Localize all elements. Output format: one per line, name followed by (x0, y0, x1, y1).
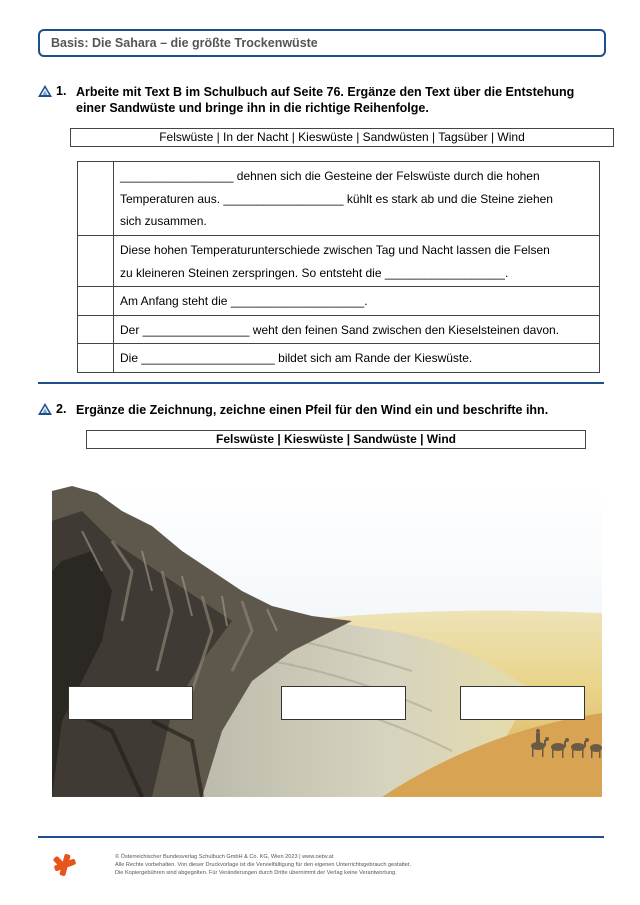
oebv-logo (52, 852, 78, 878)
order-number-field[interactable] (78, 315, 114, 344)
order-text-line: Am Anfang steht die ____________________. (120, 294, 368, 308)
mountain-triangle-icon (38, 85, 52, 97)
order-text-line: Temperaturen aus. __________________ kühlt es stark ab und die Steine ziehen (120, 191, 553, 206)
footer-divider (38, 836, 604, 838)
section-divider (38, 382, 604, 384)
order-text-line: Diese hohen Temperaturunterschiede zwischen Tag und Nacht lassen die Felsen (120, 243, 550, 257)
mountain-triangle-icon (38, 403, 52, 415)
table-row (78, 236, 600, 287)
table-row (78, 315, 600, 344)
order-text-line: _________________ dehnen sich die Gesteine der Felswüste durch die hohen (120, 169, 540, 183)
table-row (78, 287, 600, 316)
order-number-field[interactable] (78, 287, 114, 316)
order-text (114, 162, 600, 236)
order-text-line: sich zusammen. (120, 214, 207, 228)
order-text-line: zu kleineren Steinen zerspringen. So entsteht die __________________. (120, 265, 509, 280)
order-number-field[interactable] (78, 344, 114, 373)
footer-fees: Die Kopiergebühren sind abgegolten. Für Veränderungen durch Dritte übernimmt der Verlag keine Verantwortung. (115, 870, 397, 876)
page-title: Basis: Die Sahara – die größte Trockenwüste (51, 36, 318, 50)
order-table (77, 161, 600, 373)
table-row (78, 344, 600, 373)
table-row (78, 162, 600, 236)
order-number-field[interactable] (78, 236, 114, 287)
order-text (114, 287, 600, 316)
order-text (114, 315, 600, 344)
label-box-middle[interactable] (281, 686, 406, 720)
footer-rights: Alle Rechte vorbehalten. Von dieser Druckvorlage ist die Vervielfältigung für den eigenen Unterrichtsgebrauch gestattet. (115, 862, 412, 868)
task2-number: 2. (56, 402, 67, 416)
order-text (114, 344, 600, 373)
order-number-field[interactable] (78, 162, 114, 236)
footer-copyright: © Österreichischer Bundesverlag Schulbuch GmbH & Co. KG, Wien 2023 | www.oebv.at (115, 854, 334, 860)
task1-instruction-line1: Arbeite mit Text B im Schulbuch auf Seite 76. Ergänze den Text über die Entstehung (76, 85, 575, 99)
task1-number: 1. (56, 84, 67, 98)
task1-wordbank: Felswüste | In der Nacht | Kieswüste | Sandwüsten | Tagsüber | Wind (70, 128, 614, 147)
order-text (114, 236, 600, 287)
task2-instruction: Ergänze die Zeichnung, zeichne einen Pfeil für den Wind ein und beschrifte ihn. (76, 403, 549, 417)
label-box-right[interactable] (460, 686, 585, 720)
task1-instruction-line2: einer Sandwüste und bringe ihn in die richtige Reihenfolge. (76, 101, 429, 115)
order-text-line: Die ____________________ bildet sich am Rande der Kieswüste. (120, 351, 473, 365)
task2-wordbank: Felswüste | Kieswüste | Sandwüste | Wind (86, 430, 586, 449)
order-text-line: Der ________________ weht den feinen Sand zwischen den Kieselsteinen davon. (120, 322, 559, 337)
header-box (38, 29, 606, 57)
label-box-left[interactable] (68, 686, 193, 720)
desert-illustration (52, 481, 602, 797)
